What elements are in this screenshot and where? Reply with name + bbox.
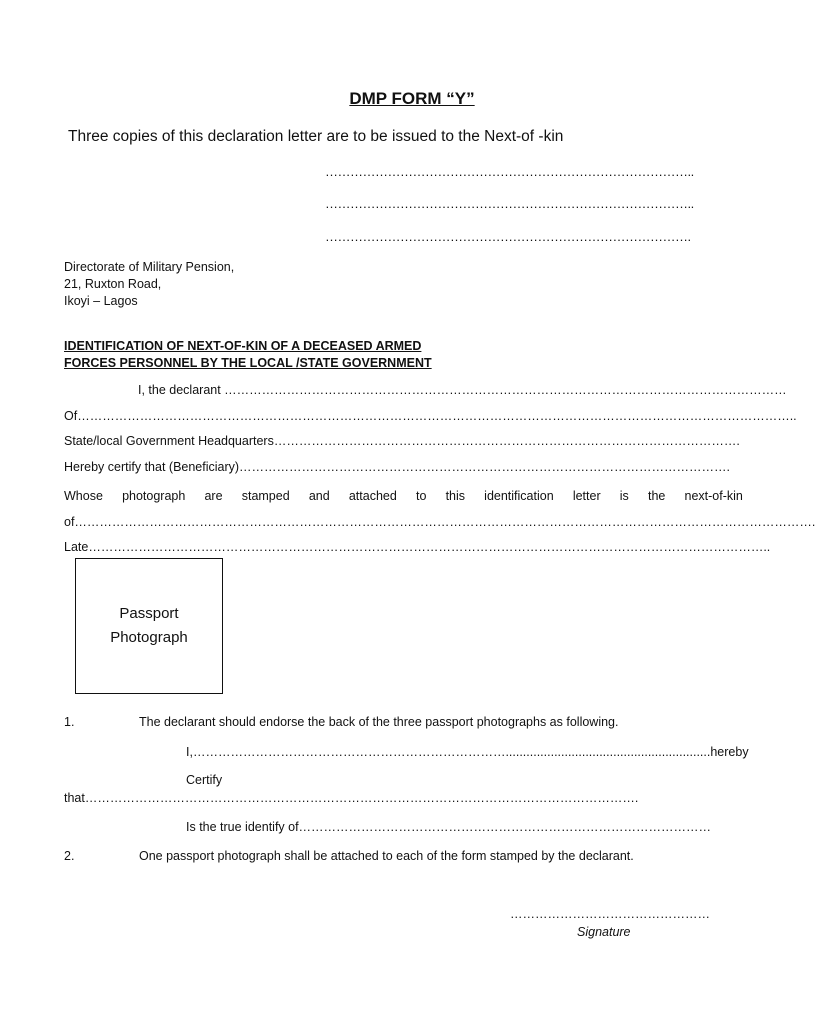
word: Whose	[64, 489, 103, 503]
section-heading-line-1: IDENTIFICATION OF NEXT-OF-KIN OF A DECEASED ARMED	[64, 339, 422, 353]
instruction-1-text: The declarant should endorse the back of the three passport photographs as following.	[139, 715, 619, 729]
endorse-that-field[interactable]: that…………………………………………………………………………………………………………………….	[64, 791, 639, 805]
section-heading-line-2: FORCES PERSONNEL BY THE LOCAL /STATE GOVERNMENT	[64, 356, 432, 370]
form-subtitle: Three copies of this declaration letter are to be issued to the Next-of -kin	[68, 128, 564, 145]
headquarters-field[interactable]: State/local Government Headquarters………………………………………………………………………………………………….	[64, 434, 740, 448]
word: is	[619, 489, 629, 503]
word: next-of-kin	[684, 489, 743, 503]
whose-photograph-line	[64, 489, 743, 503]
signature-field[interactable]: …………………………………………	[510, 907, 710, 921]
word: this	[445, 489, 466, 503]
word: attached	[348, 489, 397, 503]
word: letter	[572, 489, 601, 503]
address-line-3[interactable]: …………………………………………………………………………….	[325, 229, 691, 244]
form-title: DMP FORM “Y”	[349, 89, 475, 108]
address-line-2[interactable]: ……………………………………………………………………………..	[325, 196, 694, 211]
beneficiary-field[interactable]: Hereby certify that (Beneficiary)……………………………………………………………………………………………………….	[64, 460, 731, 474]
photo-label-line-2: Photograph	[110, 629, 188, 646]
recipient-line-1: Directorate of Military Pension,	[64, 260, 235, 274]
deceased-of-field[interactable]: of…………………………………………………………………………………………………………………………………………………………….	[64, 515, 816, 529]
address-line-1[interactable]: ……………………………………………………………………………..	[325, 164, 694, 179]
passport-photo-box	[75, 558, 223, 694]
endorse-identity-field[interactable]: Is the true identify of………………………………………………………………………………………	[186, 820, 712, 834]
of-field[interactable]: Of………………………………………………………………………………………………………………………………………………………..	[64, 409, 797, 423]
word: identification	[484, 489, 554, 503]
signature-label: Signature	[577, 925, 631, 939]
recipient-line-3: Ikoyi – Lagos	[64, 294, 138, 308]
word: are	[204, 489, 223, 503]
word: photograph	[122, 489, 186, 503]
endorse-name-field[interactable]: I,…………………………………………………………………...........................................................hereby	[186, 745, 749, 759]
instruction-2-text: One passport photograph shall be attached to each of the form stamped by the declarant.	[139, 849, 634, 863]
endorse-certify-label: Certify	[186, 773, 223, 787]
word: the	[647, 489, 666, 503]
instruction-1-number: 1.	[64, 715, 75, 729]
word: and	[308, 489, 330, 503]
late-field[interactable]: Late………………………………………………………………………………………………………………………………………………..	[64, 540, 771, 554]
word: to	[415, 489, 427, 503]
declarant-field[interactable]: I, the declarant ………………………………………………………………………………………………………………………	[138, 383, 787, 397]
recipient-line-2: 21, Ruxton Road,	[64, 277, 162, 291]
word: stamped	[241, 489, 290, 503]
instruction-2-number: 2.	[64, 849, 75, 863]
photo-label-line-1: Passport	[119, 605, 179, 622]
